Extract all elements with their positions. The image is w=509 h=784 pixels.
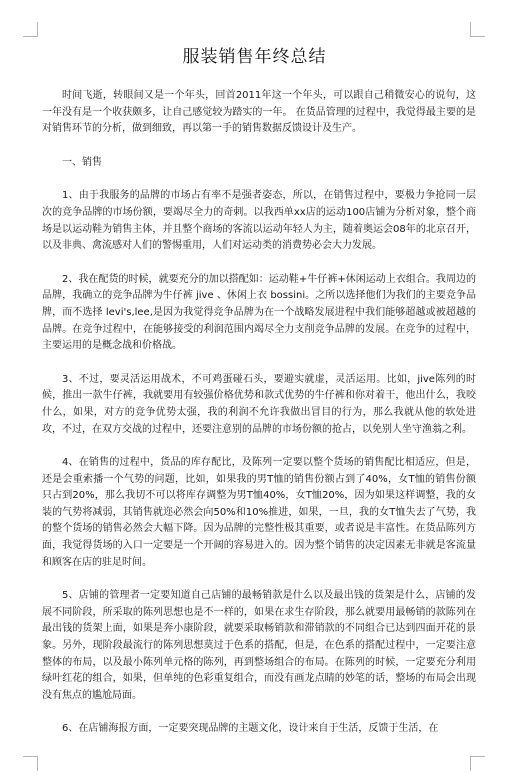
section-heading-sales: 一、销售	[62, 156, 102, 168]
paragraph-1: 1、由于我服务的品牌的市场占有率不是强者姿态，所以，在销售过程中，要极力争抢同一层次的竞争品牌的市场份额，要竭尽全力的奇刺。以我西单xx店的运动100店铺为分析对象，整个商场是以运动鞋为销售主体，并且整个商场的客流以运动年轻人为主，随着奥运会08年的北京召开，以及非典、禽流感对人们的警惕重用，人们对运动类的消费势必会大力发展。	[42, 190, 476, 252]
paragraph-6: 6、在店铺海报方面，一定要突现品牌的主题文化，设计来自于生活，反馈于生活，在	[62, 723, 439, 735]
page-corner-mark-top-left	[23, 22, 38, 37]
document-body	[42, 88, 476, 738]
paragraph-2: 2、我在配货的时候，就要充分的加以搭配如：运动鞋+牛仔裤+休闲运动上衣组合。我周边的品牌，我确立的竞争品牌为牛仔裤 jive 、休闲上衣 bossini。之所以选择他们为我们的主要竞争品牌，而不选择 levi's,lee,是因为我觉得竞争品牌为在一个战略发展进程中我们能够超越或被超越的品牌。在竞争过程中，在能够接受的利润范围内竭尽全力支削竞争品牌的发展。在竞争的过程中，主要运用的是概念战和价格战。	[42, 273, 476, 352]
paragraph-3: 3、不过，要灵活运用战术，不可鸡蛋碰石头，要避实就虚，灵活运用。比如，jive陈列的时候，推出一款牛仔裤，我就要用有较强价格优势和款式优势的牛仔裤和你对着干，他出什么，我咬什么，如果，对方的竞争优势太强，我的利润不允许我做出冒目的行为，那么我就从他的软处进攻，不过，在双方交战的过程中，还要注意别的品牌的市场份额的抢占，以免别人坐守渔翁之利。	[42, 373, 476, 435]
document-title: 服装销售年终总结	[182, 47, 327, 67]
paragraph-5: 5、店铺的管理者一定要知道自己店铺的最畅销款是什么以及最出钱的货架是什么，店铺的发展不同阶段，所采取的陈列思想也是不一样的，如果在求生存阶段，那么就要用最畅销的款陈列在最出钱的货架上面，如果是奔小康阶段，就要采取畅销款和滞销款的不同组合已达到四面开花的景象。另外，现阶段最流行的陈列思想莫过于色系的搭配，但是，在色系的搭配过程中，一定要注意整体的布局，以及最小陈列单元格的陈列，再到整场组合的布局。在陈列的时候，一定要充分利用绿叶红花的组合，如果，但单纯的色彩重复组合，而没有画龙点睛的妙笔的话，整场的布局会出现没有焦点的尴尬局面。	[42, 590, 476, 701]
page-corner-mark-bottom-right	[470, 756, 485, 771]
page-corner-mark-top-right	[470, 22, 485, 37]
paragraph-4: 4、在销售的过程中，货品的库存配比，及陈列一定要以整个货场的销售配比相适应，但是，还是会重索播一个气势的问题，比如，如果我的男T恤的销售份额占到了40%，女T恤的销售份额只占到20%，那么我切不可以将库存调整为男T恤40%，女T恤20%，因为如果这样调整，我的女装的气势将减弱，其销售就迩必然会向50%和10%推进，如果，一旦，我的女T恤失去了气势，我的整个货场的销售必然会大幅下降。因为品牌的完整性极其重要，或者说是丰富性。在货品陈列方面，我觉得货场的入口一定要是一个开阔的容易进入的。因为整个销售的决定因素无非就是客流量和顾客在店的驻足时间。	[42, 457, 476, 568]
page-corner-mark-bottom-left	[23, 756, 38, 771]
intro-paragraph: 时间飞逝，转眼间又是一个年头，回首2011年这一个年头，可以跟自己稍微安心的说句，这一年没有是一个收获颇多，让自己感觉较为踏实的一年。 在货品管理的过程中，我觉得最主要的是对销售环节的分析，做到细致，再以第一手的销售数据反馈设计及生产。	[42, 90, 476, 135]
